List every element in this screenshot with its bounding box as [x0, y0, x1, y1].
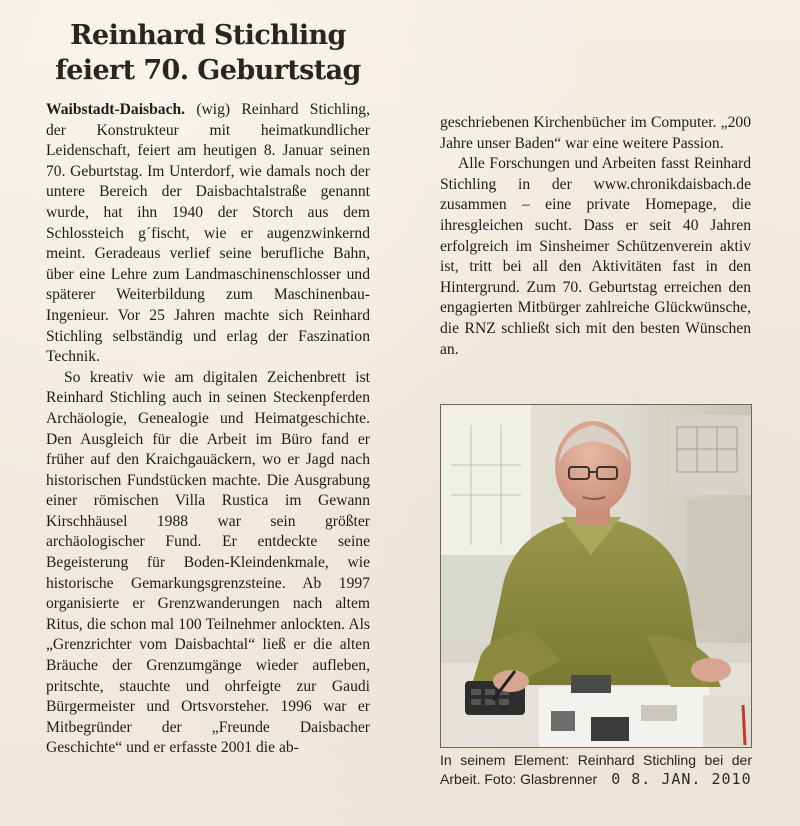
paragraph-2-continued: geschriebenen Kirchenbücher im Computer. „200 Jahre unser Baden“ war eine weitere Passion.: [440, 114, 751, 152]
paragraph-3: Alle Forschungen und Arbeiten fasst Reinhard Stichling in der www.chronikdaisbach.de zusammen – eine private Homepage, die ihresgleichen sucht. Dass er seit 40 Jahren erfolgreich im Sinsheimer Schützenverein aktiv ist, tritt bei all den Aktivitäten fast in den Hintergrund. Zum 70. Geburtstag erreichen den engagierten Mitbürger zahlreiche Glückwünsche, die RNZ schließt sich mit den besten Wünschen an.: [440, 155, 751, 358]
article-body-left: [46, 100, 370, 759]
paragraph-1: [46, 100, 370, 368]
article-left-column: [46, 18, 370, 826]
paragraph-1-text: (wig) Reinhard Stichling, der Konstrukteur mit heimatkundlicher Leidenschaft, feiert am heutigen 8. Januar seinen 70. Geburtstag. Im Unterdorf, wie damals noch der untere Bereich der Daisbachtalstraße genannt wurde, hat ihn 1940 der Storch aus dem Schlossteich g´fischt, wie er augenzwinkernd meint. Geradeaus verlief seine berufliche Bahn, über eine Lehre zum Landmaschinenschlosser und späterer Weiterbildung zum Maschinenbau-Ingenieur. Vor 25 Jahren machte sich Reinhard Stichling selbständig und erlag der Faszination Technik.: [46, 101, 370, 366]
date-stamp: 0 8. JAN. 2010: [611, 770, 752, 788]
headline-line-2: feiert 70. Geburtstag: [55, 55, 361, 86]
dateline: Waibstadt-Daisbach.: [46, 101, 186, 118]
photo-caption: In seinem Element: Reinhard Stichling bei der Arbeit. Foto: Glasbrenner: [440, 752, 752, 787]
headline-line-1: Reinhard Stichling: [70, 20, 346, 51]
paragraph-2: So kreativ wie am digitalen Zeichenbrett ist Reinhard Stichling auch in seinen Steckenpferden Archäologie, Genealogie und Heimatgeschichte. Den Ausgleich für die Arbeit im Büro fand er früher auf den Kraichgauäckern, wo er Jagd nach historischen Fundstücken machte. Die Ausgrabung einer römischen Villa Rustica im Gewann Kirschhäusel 1988 war sein größter archäologischer Fund. Er entdeckte seine Begeisterung für Boden-Kleindenkmale, wie historische Gemarkungsgrenzsteine. Ab 1997 organisierte er Grenzwanderungen nach altem Ritus, die schon mal 100 Teilnehmer anlockten. Als „Grenzrichter vom Daisbachtal“ ließ er die alten Bräuche der Grenzumgänge wieder aufleben, pritschte, stauchte und ohrfeigte zur Gaudi Bürgermeister und Ortsvorsteher. 1996 war er Mitbegründer der „Freunde Daisbacher Geschichte“ und er erfasste 2001 die ab-: [46, 368, 370, 757]
photo-man-at-desk: [441, 405, 751, 747]
article-photo: [440, 404, 752, 748]
article-right-column: [440, 113, 751, 403]
article-headline: [46, 18, 370, 88]
photo-caption-block: [440, 751, 752, 795]
